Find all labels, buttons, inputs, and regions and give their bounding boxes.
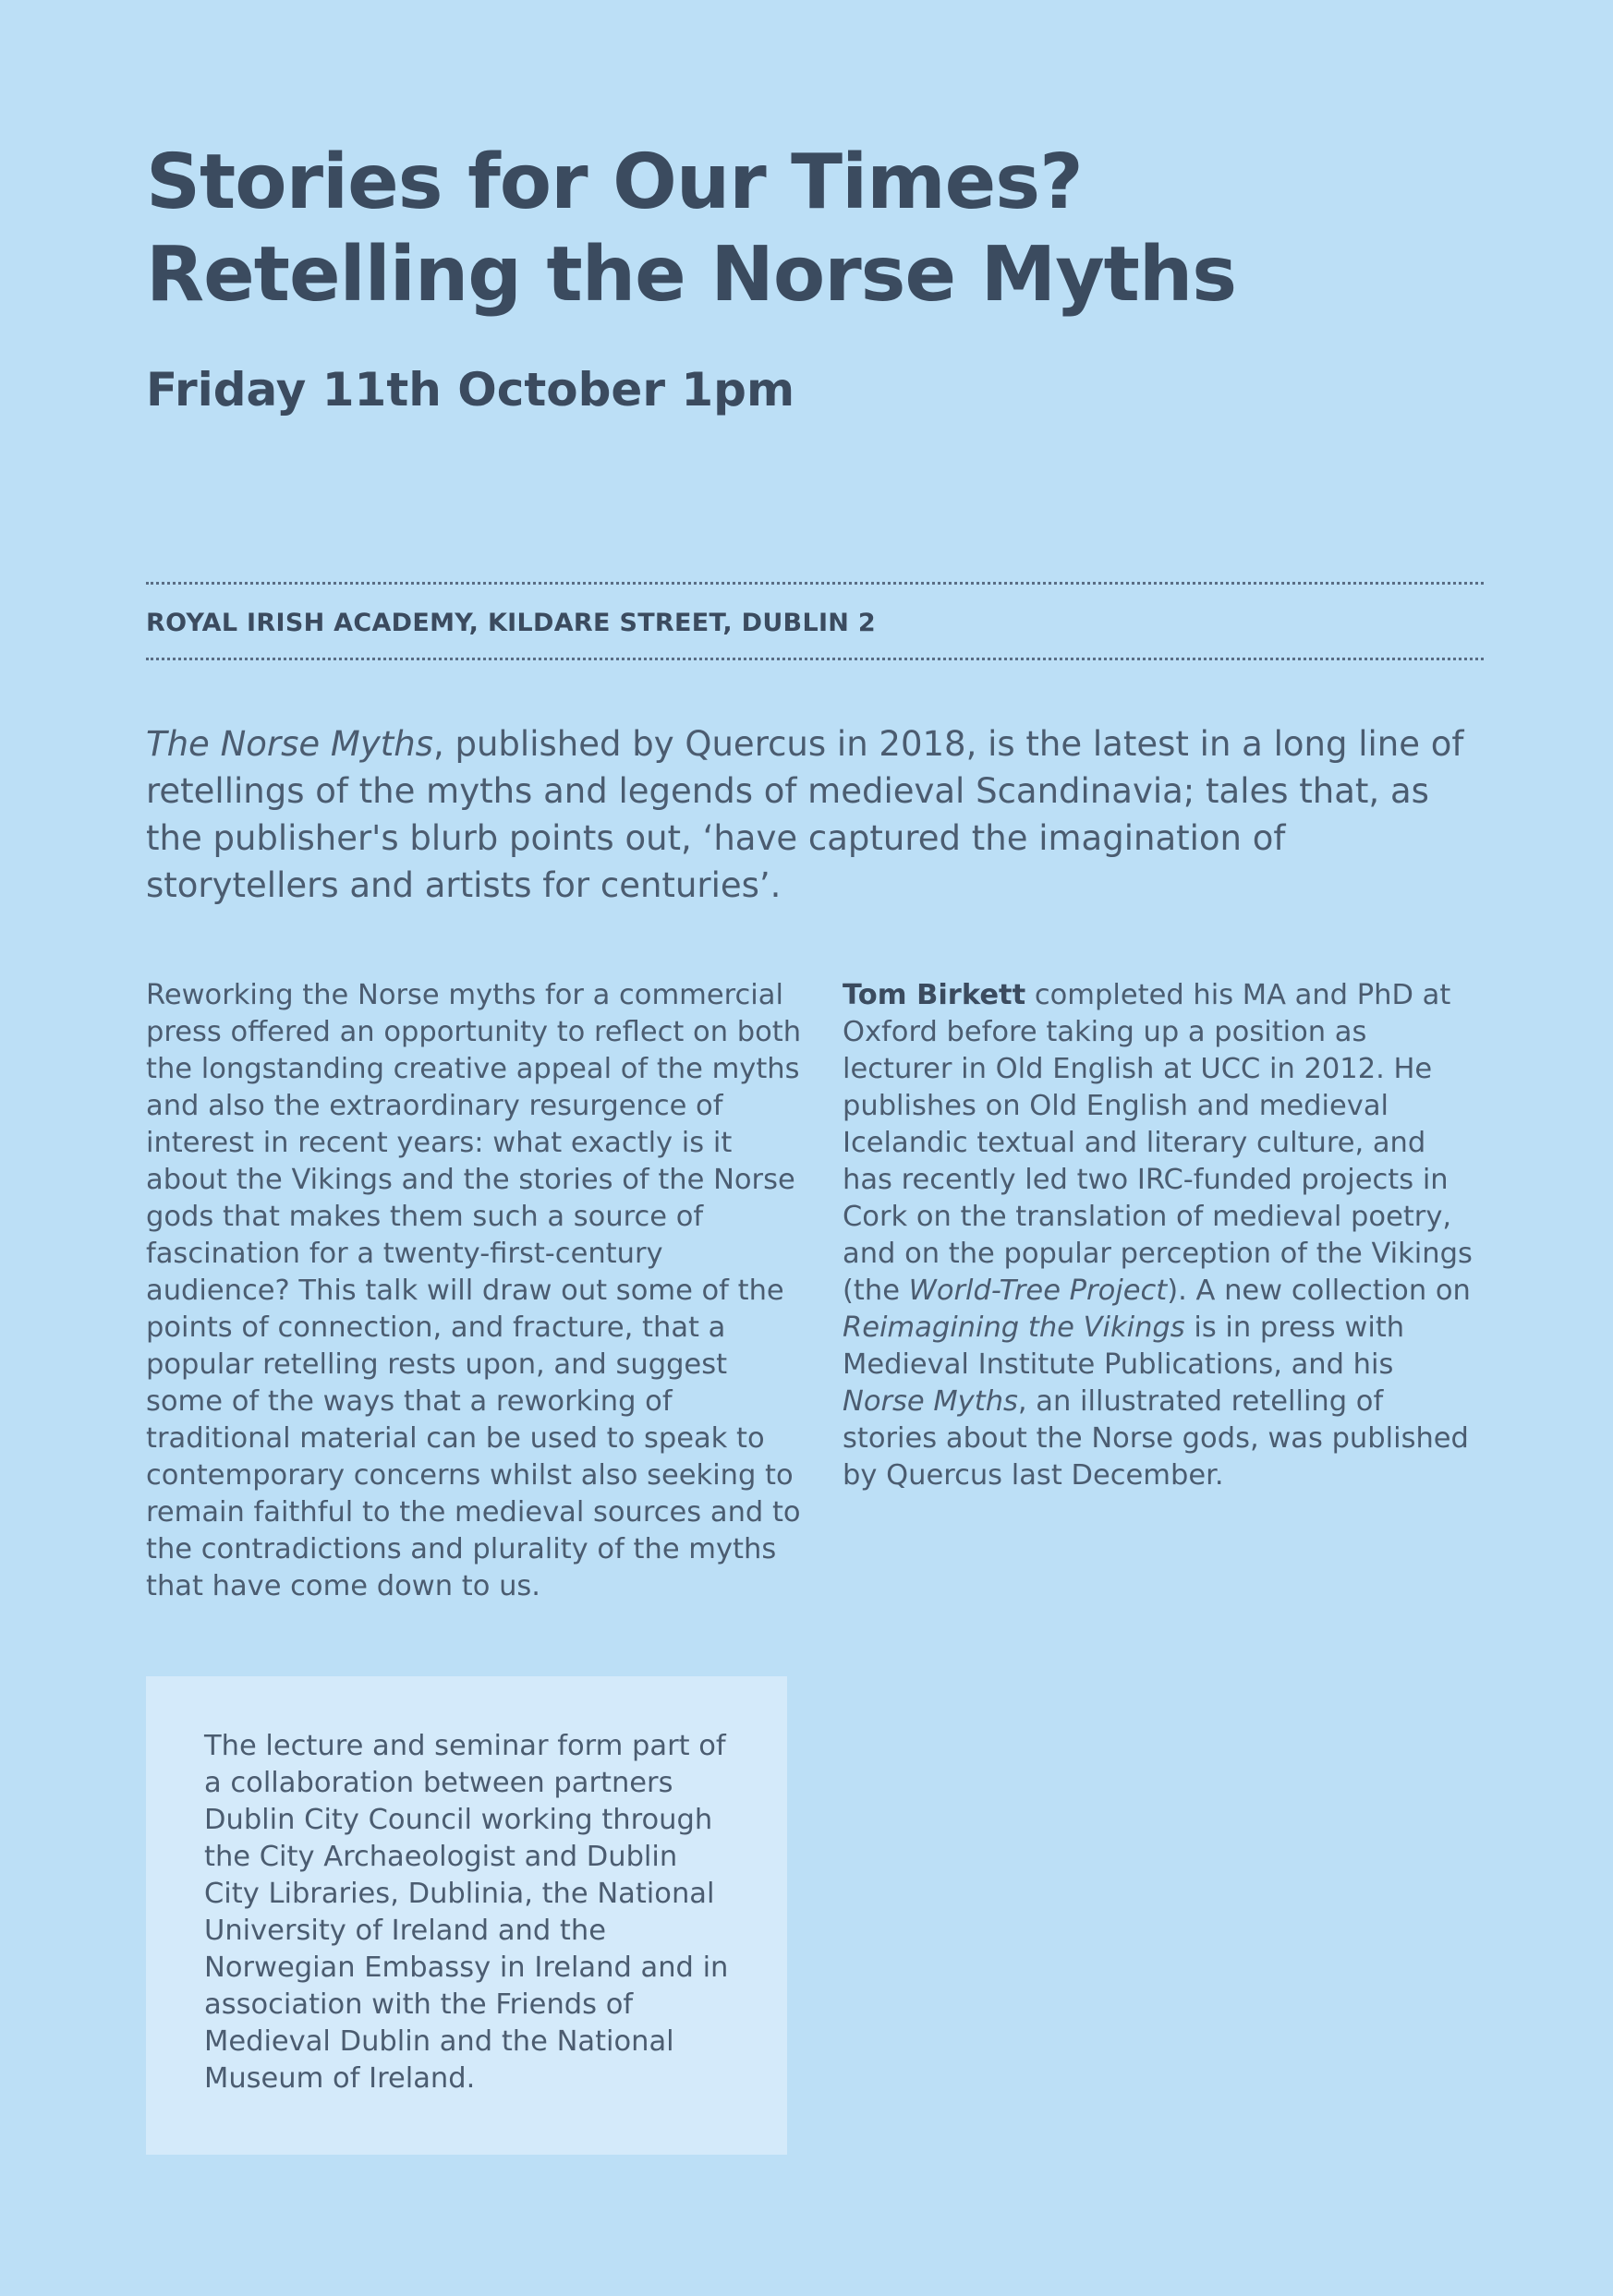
partners-box bbox=[146, 1676, 787, 2155]
intro-book-title: The Norse Myths bbox=[146, 724, 433, 764]
bio-text-2: ). A new collection on bbox=[1167, 1275, 1471, 1307]
event-title-line-1: Stories for Our Times? bbox=[146, 139, 1083, 226]
speaker-name: Tom Birkett bbox=[843, 979, 1026, 1011]
venue-address: ROYAL IRISH ACADEMY, KILDARE STREET, DUBLIN 2 bbox=[146, 609, 876, 637]
bio-book-title: Norse Myths bbox=[843, 1385, 1018, 1418]
bio-collection-title: Reimagining the Vikings bbox=[843, 1311, 1185, 1344]
event-title bbox=[146, 137, 1486, 321]
venue-bar bbox=[146, 582, 1484, 660]
bio-text-4: , an illustrated retelling of stories about the Norse gods, was published by Quercus last December. bbox=[843, 1385, 1469, 1492]
bio-text-1: completed his MA and PhD at Oxford before taking up a position as lecturer in Old English at UCC in 2012. He publishes on Old English and medieval Icelandic textual and literary culture, and has recently led two IRC-funded projects in Cork on the translation of medieval poetry, and on the popular perception of the Vikings (the bbox=[843, 979, 1473, 1307]
bio-project-title: World-Tree Project bbox=[908, 1275, 1168, 1307]
partners-text: The lecture and seminar form part of a collaboration between partners Dublin City Council working through the City Archaeologist and Dublin City Libraries, Dublinia, the National University of Ireland and the Norwegian Embassy in Ireland and in association with the Friends of Medieval Dublin and the National Museum of Ireland. bbox=[204, 1730, 729, 2095]
speaker-bio bbox=[843, 977, 1484, 1494]
event-date: Friday 11th October 1pm bbox=[146, 363, 795, 417]
abstract-paragraph: Reworking the Norse myths for a commercial press offered an opportunity to reflect on both the longstanding creative appeal of the myths and also the extraordinary resurgence of interest in recent years: what exactly is it about the Vikings and the stories of the Norse gods that makes them such a source of fascination for a twenty-first-century audience? This talk will draw out some of the points of connection, and fracture, that a popular retelling rests upon, and suggest some of the ways that a reworking of traditional material can be used to speak to contemporary concerns whilst also seeking to remain faithful to the medieval sources and to the contradictions and plurality of the myths that have come down to us. bbox=[146, 979, 802, 1602]
event-title-line-2: Retelling the Norse Myths bbox=[146, 231, 1237, 319]
bio-text-3: is in press with Medieval Institute Publications, and his bbox=[843, 1311, 1405, 1381]
intro-paragraph bbox=[146, 720, 1486, 909]
intro-text: , published by Quercus in 2018, is the latest in a long line of retellings of the myths and legends of medieval Scandinavia; tales that, as the publisher's blurb points out, ‘have captured the imagination of storytellers and artists for centuries’. bbox=[146, 724, 1464, 905]
